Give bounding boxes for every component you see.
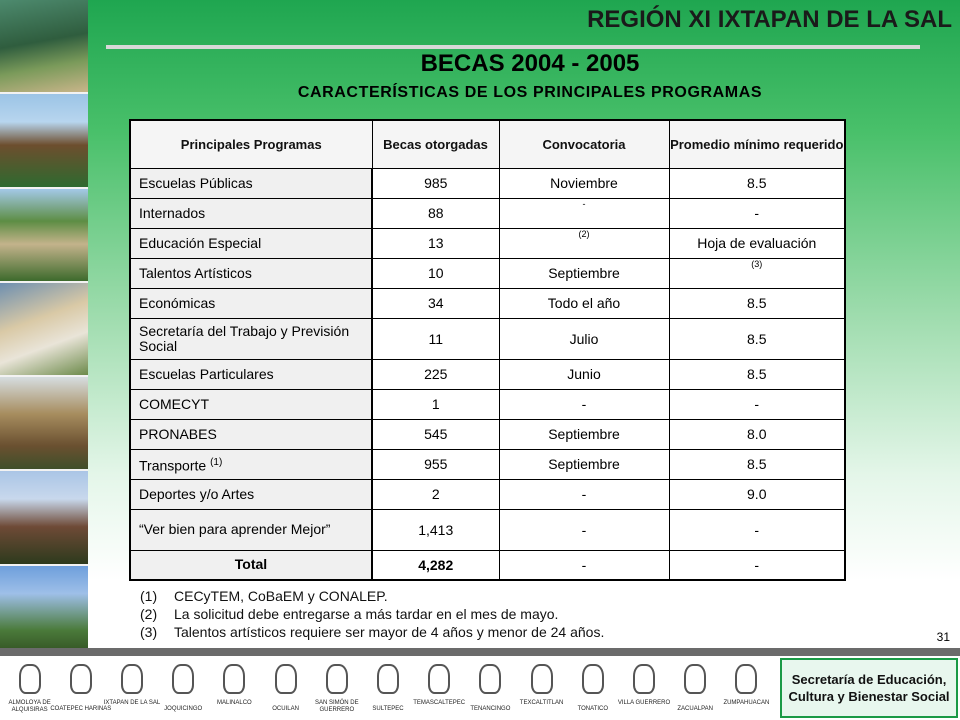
becas-cell: 1,413 [372, 509, 499, 550]
glyph-icon [531, 664, 553, 694]
landscape-photo [0, 471, 88, 565]
glyph-icon [582, 664, 604, 694]
program-cell: Escuelas Particulares [130, 359, 372, 389]
landscape-photo [0, 0, 88, 94]
footnote: (1) CECyTEM, CoBaEM y CONALEP. [140, 588, 388, 604]
municipality-label: ZACUALPAN [677, 706, 713, 712]
becas-cell: 88 [372, 198, 499, 228]
table-row [130, 168, 845, 198]
table-row [130, 389, 845, 419]
municipality-label: TONATICO [577, 706, 609, 712]
municipality-label: ZUMPAHUACAN [723, 700, 770, 706]
program-ref: (1) [210, 456, 223, 468]
region-title: REGIÓN XI IXTAPAN DE LA SAL [587, 6, 952, 33]
footer-divider [0, 648, 960, 656]
promedio-cell [669, 258, 845, 288]
program-cell: Económicas [130, 288, 372, 318]
convocatoria-cell: - [499, 389, 669, 419]
municipality-emblem [465, 660, 515, 718]
total-convocatoria: - [499, 550, 669, 580]
programs-table [129, 119, 846, 581]
landscape-photo [0, 283, 88, 377]
table-header-row [130, 120, 845, 168]
convocatoria-cell: Septiembre [499, 419, 669, 449]
total-promedio: - [669, 550, 845, 580]
glyph-icon [377, 664, 399, 694]
municipality-label: TENANCINGO [470, 706, 511, 712]
table-row [130, 258, 845, 288]
municipality-emblem [670, 660, 720, 718]
municipality-label: JOQUICINGO [164, 706, 203, 712]
table-row [130, 449, 845, 479]
becas-cell: 545 [372, 419, 499, 449]
municipality-emblem [619, 660, 669, 718]
municipality-emblem [261, 660, 311, 718]
total-label: Total [130, 550, 372, 580]
promedio-cell: 9.0 [669, 479, 845, 509]
municipality-label: IXTAPAN DE LA SAL [103, 700, 161, 706]
convocatoria-cell: - [499, 479, 669, 509]
table-row [130, 479, 845, 509]
program-cell [130, 449, 372, 479]
promedio-cell: 8.5 [669, 318, 845, 359]
column-header: Becas otorgadas [372, 120, 499, 168]
promedio-cell: 8.5 [669, 168, 845, 198]
landscape-photo [0, 94, 88, 188]
page-title: BECAS 2004 - 2005 [420, 50, 640, 77]
municipality-emblem [414, 660, 464, 718]
title-divider [106, 45, 920, 49]
glyph-icon [223, 664, 245, 694]
table-row [130, 359, 845, 389]
promedio-cell: 8.0 [669, 419, 845, 449]
municipality-strip [4, 660, 772, 718]
program-cell: “Ver bien para aprender Mejor” [130, 509, 372, 550]
glyph-icon [428, 664, 450, 694]
municipality-emblem [517, 660, 567, 718]
glyph-icon [275, 664, 297, 694]
glyph-icon [684, 664, 706, 694]
program-cell: Educación Especial [130, 228, 372, 258]
municipality-emblem [363, 660, 413, 718]
program-cell: Internados [130, 198, 372, 228]
promedio-cell: - [669, 198, 845, 228]
convocatoria-cell [499, 198, 669, 228]
promedio-ref: (3) [751, 259, 763, 269]
becas-cell: 225 [372, 359, 499, 389]
convocatoria-cell: Septiembre [499, 449, 669, 479]
table-row [130, 419, 845, 449]
landscape-photo [0, 189, 88, 283]
page-number: 31 [936, 630, 950, 644]
municipality-emblem [568, 660, 618, 718]
becas-cell: 985 [372, 168, 499, 198]
program-text: Transporte [139, 457, 207, 474]
promedio-cell: 8.5 [669, 359, 845, 389]
convocatoria-cell: Noviembre [499, 168, 669, 198]
program-cell: Escuelas Públicas [130, 168, 372, 198]
table-row [130, 228, 845, 258]
page-subtitle: CARACTERÍSTICAS DE LOS PRINCIPALES PROGRAMAS [297, 84, 763, 101]
convocatoria-cell [499, 228, 669, 258]
table-total-row [130, 550, 845, 580]
glyph-icon [326, 664, 348, 694]
promedio-cell: 8.5 [669, 288, 845, 318]
convocatoria-cell: Julio [499, 318, 669, 359]
column-header: Promedio mínimo requerido [669, 120, 845, 168]
becas-cell: 2 [372, 479, 499, 509]
municipality-emblem [50, 660, 112, 718]
landscape-photo [0, 566, 88, 660]
municipality-emblem [312, 660, 362, 718]
municipality-label: OCUILAN [272, 706, 299, 712]
program-cell: Secretaría del Trabajo y Previsión Social [130, 318, 372, 359]
municipality-label: TEXCALTITLAN [519, 700, 564, 706]
becas-cell: 1 [372, 389, 499, 419]
municipality-label: COATEPEC HARINAS [50, 706, 112, 712]
becas-cell: 10 [372, 258, 499, 288]
glyph-icon [70, 664, 92, 694]
convocatoria-cell: - [499, 509, 669, 550]
glyph-icon [172, 664, 194, 694]
municipality-emblem [103, 660, 161, 718]
municipality-label: SAN SIMÓN DE GUERRERO [314, 700, 359, 713]
promedio-cell: Hoja de evaluación [669, 228, 845, 258]
landscape-photo [0, 377, 88, 471]
program-cell: Deportes y/o Artes [130, 479, 372, 509]
convocatoria-cell: Septiembre [499, 258, 669, 288]
municipality-emblem [158, 660, 208, 718]
secretaria-label: Secretaría de Educación, Cultura y Bienestar Social [780, 658, 958, 718]
municipality-emblem [209, 660, 259, 718]
promedio-cell: 8.5 [669, 449, 845, 479]
glyph-icon [121, 664, 143, 694]
becas-cell: 13 [372, 228, 499, 258]
total-becas: 4,282 [372, 550, 499, 580]
glyph-icon [735, 664, 757, 694]
program-cell: Talentos Artísticos [130, 258, 372, 288]
promedio-cell: - [669, 509, 845, 550]
table-row [130, 509, 845, 550]
table-row [130, 288, 845, 318]
municipality-label: SULTEPEC [372, 706, 404, 712]
glyph-icon [479, 664, 501, 694]
becas-cell: 11 [372, 318, 499, 359]
municipality-label: ALMOLOYA DE ALQUISIRAS [8, 700, 51, 713]
convocatoria-text: - [582, 199, 586, 209]
convocatoria-cell: Todo el año [499, 288, 669, 318]
glyph-icon [19, 664, 41, 694]
program-cell: COMECYT [130, 389, 372, 419]
program-cell: PRONABES [130, 419, 372, 449]
glyph-icon [633, 664, 655, 694]
municipality-label: TEMASCALTEPEC [413, 700, 466, 706]
municipality-emblem [5, 660, 55, 718]
municipality-label: VILLA GUERRERO [617, 700, 671, 706]
municipality-emblem [721, 660, 771, 718]
footnote: (2) La solicitud debe entregarse a más tardar en el mes de mayo. [140, 606, 559, 622]
footnote: (3) Talentos artísticos requiere ser mayor de 4 años y menor de 24 años. [140, 624, 605, 640]
promedio-cell: - [669, 389, 845, 419]
becas-cell: 34 [372, 288, 499, 318]
footnotes [140, 587, 604, 641]
convocatoria-ref: (2) [578, 229, 590, 239]
table-row [130, 198, 845, 228]
column-header: Principales Programas [130, 120, 372, 168]
becas-cell: 955 [372, 449, 499, 479]
convocatoria-cell: Junio [499, 359, 669, 389]
footer [0, 656, 960, 720]
municipality-label: MALINALCO [217, 700, 252, 706]
table-row [130, 318, 845, 359]
column-header: Convocatoria [499, 120, 669, 168]
